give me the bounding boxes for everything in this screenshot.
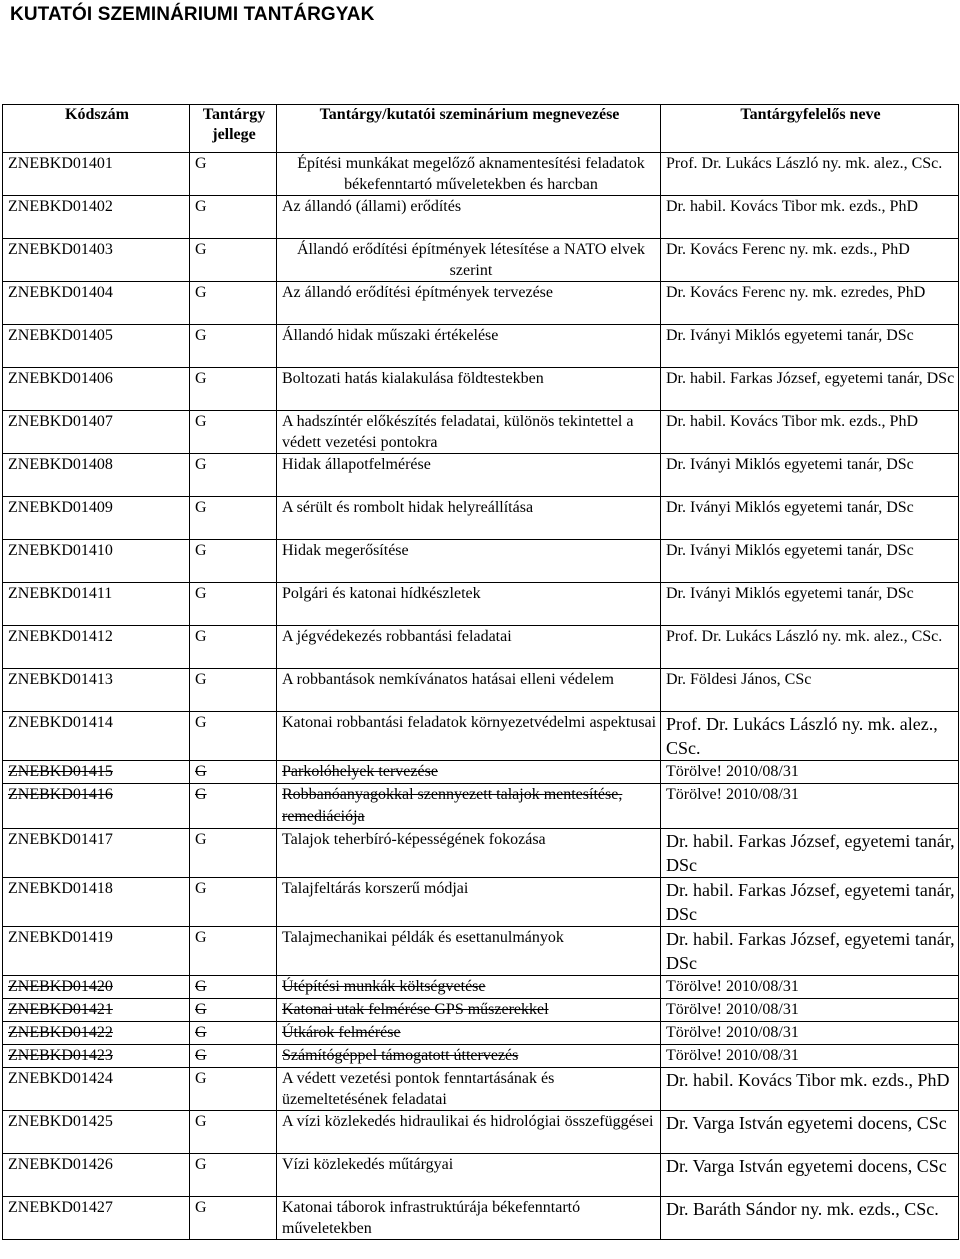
course-name: A vízi közlekedés hidraulikai és hidrológiai összefüggései xyxy=(277,1111,661,1154)
table-row xyxy=(3,325,959,368)
table-row xyxy=(3,1197,959,1240)
course-name: A sérült és rombolt hidak helyreállítása xyxy=(277,497,661,540)
table-row-deleted xyxy=(3,784,959,829)
course-name: Talajok teherbíró-képességének fokozása xyxy=(277,829,661,878)
course-code: ZNEBKD01420 xyxy=(3,976,190,999)
header-code: Kódszám xyxy=(3,105,190,153)
table-row-deleted xyxy=(3,976,959,999)
table-row xyxy=(3,540,959,583)
course-name: Talajfeltárás korszerű módjai xyxy=(277,878,661,927)
course-code: ZNEBKD01421 xyxy=(3,999,190,1022)
table-row xyxy=(3,829,959,878)
course-code: ZNEBKD01417 xyxy=(3,829,190,878)
course-responsible: Prof. Dr. Lukács László ny. mk. alez., CSc. xyxy=(661,153,959,196)
course-code: ZNEBKD01401 xyxy=(3,153,190,196)
table-row xyxy=(3,411,959,454)
table-row xyxy=(3,497,959,540)
course-responsible: Dr. Varga István egyetemi docens, CSc xyxy=(661,1154,959,1197)
header-type: Tantárgy jellege xyxy=(190,105,277,153)
course-name: A védett vezetési pontok fenntartásának és üzemeltetésének feladatai xyxy=(277,1068,661,1111)
course-code: ZNEBKD01405 xyxy=(3,325,190,368)
table-row xyxy=(3,712,959,761)
course-name: Az állandó erődítési építmények tervezése xyxy=(277,282,661,325)
course-responsible: Dr. Iványi Miklós egyetemi tanár, DSc xyxy=(661,540,959,583)
header-responsible: Tantárgyfelelős neve xyxy=(661,105,959,153)
course-responsible: Törölve! 2010/08/31 xyxy=(661,999,959,1022)
course-type: G xyxy=(190,784,277,829)
course-code: ZNEBKD01411 xyxy=(3,583,190,626)
course-name: Állandó hidak műszaki értékelése xyxy=(277,325,661,368)
table-row xyxy=(3,239,959,282)
course-responsible: Törölve! 2010/08/31 xyxy=(661,976,959,999)
course-responsible: Prof. Dr. Lukács László ny. mk. alez., CSc. xyxy=(661,712,959,761)
table-row xyxy=(3,1111,959,1154)
course-name: Robbanóanyagokkal szennyezett talajok mentesítése, remediációja xyxy=(277,784,661,829)
course-code: ZNEBKD01419 xyxy=(3,927,190,976)
course-responsible: Dr. Földesi János, CSc xyxy=(661,669,959,712)
course-code: ZNEBKD01415 xyxy=(3,761,190,784)
table-row-deleted xyxy=(3,761,959,784)
course-name: Vízi közlekedés műtárgyai xyxy=(277,1154,661,1197)
course-code: ZNEBKD01406 xyxy=(3,368,190,411)
table-row xyxy=(3,927,959,976)
course-code: ZNEBKD01425 xyxy=(3,1111,190,1154)
course-code: ZNEBKD01424 xyxy=(3,1068,190,1111)
header-row xyxy=(3,105,959,153)
course-responsible: Dr. habil. Farkas József, egyetemi tanár, DSc xyxy=(661,829,959,878)
course-type: G xyxy=(190,196,277,239)
course-responsible: Dr. Kovács Ferenc ny. mk. ezds., PhD xyxy=(661,239,959,282)
course-responsible: Dr. Iványi Miklós egyetemi tanár, DSc xyxy=(661,497,959,540)
course-responsible: Törölve! 2010/08/31 xyxy=(661,1022,959,1045)
course-responsible: Dr. Varga István egyetemi docens, CSc xyxy=(661,1111,959,1154)
course-code: ZNEBKD01416 xyxy=(3,784,190,829)
course-code: ZNEBKD01402 xyxy=(3,196,190,239)
course-type: G xyxy=(190,153,277,196)
course-responsible: Dr. Baráth Sándor ny. mk. ezds., CSc. xyxy=(661,1197,959,1240)
table-row xyxy=(3,368,959,411)
table-row xyxy=(3,153,959,196)
course-responsible: Dr. Kovács Ferenc ny. mk. ezredes, PhD xyxy=(661,282,959,325)
course-responsible: Dr. habil. Farkas József, egyetemi tanár, DSc xyxy=(661,927,959,976)
course-type: G xyxy=(190,239,277,282)
table-row xyxy=(3,196,959,239)
course-type: G xyxy=(190,540,277,583)
course-name: Polgári és katonai hídkészletek xyxy=(277,583,661,626)
table-row-deleted xyxy=(3,1045,959,1068)
course-name: Katonai utak felmérése GPS műszerekkel xyxy=(277,999,661,1022)
course-name: Útépítési munkák költségvetése xyxy=(277,976,661,999)
course-responsible: Dr. habil. Kovács Tibor mk. ezds., PhD xyxy=(661,1068,959,1111)
course-code: ZNEBKD01410 xyxy=(3,540,190,583)
course-type: G xyxy=(190,976,277,999)
course-code: ZNEBKD01427 xyxy=(3,1197,190,1240)
course-name: A hadszíntér előkészítés feladatai, különös tekintettel a védett vezetési pontokra xyxy=(277,411,661,454)
course-name: Számítógéppel támogatott úttervezés xyxy=(277,1045,661,1068)
course-name: Az állandó (állami) erődítés xyxy=(277,196,661,239)
course-responsible: Prof. Dr. Lukács László ny. mk. alez., CSc. xyxy=(661,626,959,669)
table-row-deleted xyxy=(3,1022,959,1045)
course-name: Talajmechanikai példák és esettanulmányok xyxy=(277,927,661,976)
courses-table xyxy=(2,104,959,1240)
course-responsible: Törölve! 2010/08/31 xyxy=(661,784,959,829)
course-responsible: Dr. habil. Kovács Tibor mk. ezds., PhD xyxy=(661,411,959,454)
course-code: ZNEBKD01408 xyxy=(3,454,190,497)
course-type: G xyxy=(190,829,277,878)
course-name: Útkárok felmérése xyxy=(277,1022,661,1045)
course-responsible: Törölve! 2010/08/31 xyxy=(661,1045,959,1068)
course-responsible: Törölve! 2010/08/31 xyxy=(661,761,959,784)
course-code: ZNEBKD01426 xyxy=(3,1154,190,1197)
course-code: ZNEBKD01422 xyxy=(3,1022,190,1045)
table-row xyxy=(3,1068,959,1111)
course-responsible: Dr. habil. Kovács Tibor mk. ezds., PhD xyxy=(661,196,959,239)
course-type: G xyxy=(190,454,277,497)
table-row xyxy=(3,583,959,626)
table-row-deleted xyxy=(3,999,959,1022)
course-type: G xyxy=(190,411,277,454)
course-type: G xyxy=(190,368,277,411)
course-responsible: Dr. habil. Farkas József, egyetemi tanár, DSc xyxy=(661,368,959,411)
course-type: G xyxy=(190,712,277,761)
course-name: Boltozati hatás kialakulása földtestekben xyxy=(277,368,661,411)
table-row xyxy=(3,669,959,712)
course-code: ZNEBKD01413 xyxy=(3,669,190,712)
course-type: G xyxy=(190,282,277,325)
course-type: G xyxy=(190,497,277,540)
course-type: G xyxy=(190,1111,277,1154)
course-type: G xyxy=(190,1197,277,1240)
table-row xyxy=(3,878,959,927)
course-type: G xyxy=(190,669,277,712)
course-code: ZNEBKD01418 xyxy=(3,878,190,927)
course-type: G xyxy=(190,1068,277,1111)
course-responsible: Dr. Iványi Miklós egyetemi tanár, DSc xyxy=(661,583,959,626)
course-name: Állandó erődítési építmények létesítése a NATO elvek szerint xyxy=(277,239,661,282)
course-code: ZNEBKD01404 xyxy=(3,282,190,325)
course-code: ZNEBKD01403 xyxy=(3,239,190,282)
course-name: Hidak állapotfelmérése xyxy=(277,454,661,497)
course-name: Katonai robbantási feladatok környezetvédelmi aspektusai xyxy=(277,712,661,761)
course-name: A robbantások nemkívánatos hatásai elleni védelem xyxy=(277,669,661,712)
course-code: ZNEBKD01412 xyxy=(3,626,190,669)
course-name: Építési munkákat megelőző aknamentesítési feladatok békefenntartó műveletekben és harcban xyxy=(277,153,661,196)
course-type: G xyxy=(190,325,277,368)
table-row xyxy=(3,1154,959,1197)
course-type: G xyxy=(190,878,277,927)
course-responsible: Dr. habil. Farkas József, egyetemi tanár, DSc xyxy=(661,878,959,927)
course-name: Parkolóhelyek tervezése xyxy=(277,761,661,784)
header-name: Tantárgy/kutatói szeminárium megnevezése xyxy=(277,105,661,153)
table-row xyxy=(3,626,959,669)
course-code: ZNEBKD01423 xyxy=(3,1045,190,1068)
course-responsible: Dr. Iványi Miklós egyetemi tanár, DSc xyxy=(661,325,959,368)
course-type: G xyxy=(190,927,277,976)
course-name: Katonai táborok infrastruktúrája békefenntartó műveletekben xyxy=(277,1197,661,1240)
course-name: Hidak megerősítése xyxy=(277,540,661,583)
course-type: G xyxy=(190,1045,277,1068)
course-type: G xyxy=(190,626,277,669)
course-code: ZNEBKD01409 xyxy=(3,497,190,540)
table-row xyxy=(3,282,959,325)
course-name: A jégvédekezés robbantási feladatai xyxy=(277,626,661,669)
table-row xyxy=(3,454,959,497)
course-type: G xyxy=(190,1154,277,1197)
course-responsible: Dr. Iványi Miklós egyetemi tanár, DSc xyxy=(661,454,959,497)
course-type: G xyxy=(190,583,277,626)
course-code: ZNEBKD01407 xyxy=(3,411,190,454)
page-title: KUTATÓI SZEMINÁRIUMI TANTÁRGYAK xyxy=(10,4,375,25)
course-type: G xyxy=(190,1022,277,1045)
course-code: ZNEBKD01414 xyxy=(3,712,190,761)
course-type: G xyxy=(190,761,277,784)
course-type: G xyxy=(190,999,277,1022)
